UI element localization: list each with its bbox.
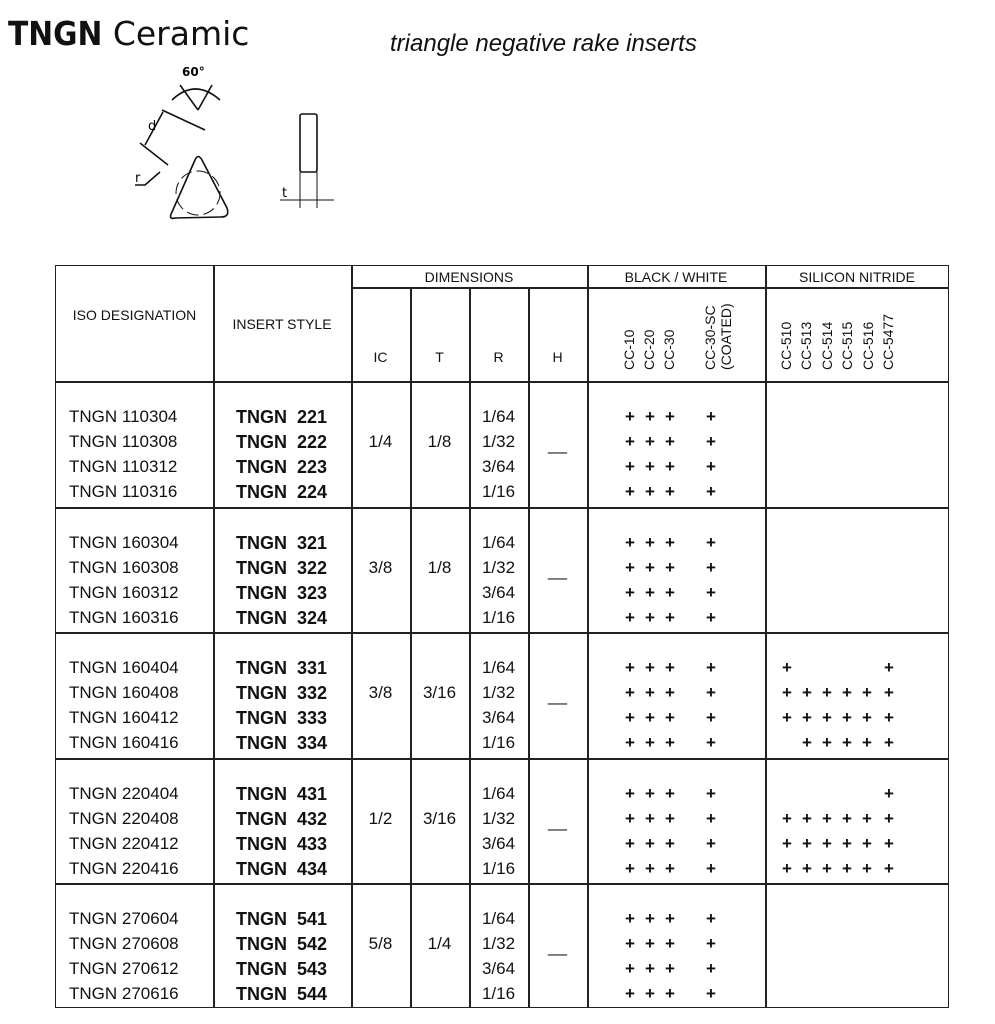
availability-mark: + [706, 532, 716, 552]
insert-style: TNGN 333 [236, 708, 328, 728]
availability-mark: + [625, 934, 635, 953]
r-value: 3/64 [481, 708, 516, 727]
r-value: 1/64 [481, 909, 516, 928]
availability-mark: + [645, 658, 655, 677]
insert-style: TNGN 332 [236, 683, 328, 703]
iso-designation: TNGN 220404 [69, 783, 179, 803]
iso-designation: TNGN 160408 [69, 683, 179, 702]
availability-mark: + [665, 658, 675, 677]
header-silicon-nitride: SILICON NITRIDE [799, 269, 915, 285]
h-value: __ [548, 435, 567, 454]
header-dimensions: DIMENSIONS [424, 269, 514, 285]
insert-style: TNGN 222 [236, 432, 328, 452]
availability-mark: + [625, 432, 635, 451]
page-title [8, 14, 249, 53]
title-bold: TNGN [8, 14, 103, 53]
availability-mark: + [645, 959, 655, 978]
availability-mark: + [665, 457, 675, 476]
subtitle: triangle negative rake inserts [390, 30, 697, 57]
header-t: T [435, 349, 444, 365]
availability-mark: + [625, 959, 635, 978]
h-value: __ [548, 686, 567, 705]
availability-mark: + [665, 432, 675, 451]
availability-mark: + [665, 833, 675, 853]
availability-mark: + [645, 984, 655, 1003]
r-value: 1/16 [481, 984, 516, 1003]
availability-mark: + [665, 783, 675, 803]
t-value: 3/16 [422, 683, 457, 702]
h-value: __ [548, 560, 567, 580]
iso-designation: TNGN 160316 [69, 607, 179, 627]
availability-mark: + [884, 733, 894, 752]
availability-mark: + [706, 708, 716, 727]
availability-mark: + [665, 959, 675, 978]
availability-mark: + [802, 833, 812, 853]
grade-cc10: CC-10 [621, 329, 637, 370]
availability-mark: + [665, 607, 675, 627]
availability-mark: + [706, 582, 716, 602]
d-label: d [148, 119, 157, 134]
availability-mark: + [842, 808, 852, 828]
insert-style: TNGN 221 [236, 407, 328, 427]
availability-mark: + [665, 858, 675, 878]
availability-mark: + [625, 984, 635, 1003]
header-style: INSERT STYLE [232, 316, 332, 332]
ic-value: 5/8 [368, 934, 393, 953]
availability-mark: + [706, 934, 716, 953]
iso-designation: TNGN 220412 [69, 833, 179, 853]
grade-cc516: CC-516 [860, 321, 876, 370]
availability-mark: + [706, 557, 716, 577]
availability-mark: + [802, 858, 812, 878]
r-label: r [135, 171, 141, 186]
availability-mark: + [862, 733, 872, 752]
availability-mark: + [665, 984, 675, 1003]
availability-mark: + [665, 683, 675, 702]
r-value: 3/64 [481, 457, 516, 476]
availability-mark: + [645, 858, 655, 878]
insert-style: TNGN 431 [236, 783, 328, 804]
availability-mark: + [862, 858, 872, 878]
angle-label: 60° [182, 65, 205, 79]
availability-mark: + [625, 858, 635, 878]
availability-mark: + [645, 482, 655, 501]
availability-mark: + [706, 959, 716, 978]
insert-style: TNGN 323 [236, 582, 328, 603]
availability-mark: + [706, 808, 716, 828]
insert-drawing [120, 60, 350, 220]
r-value: 3/64 [481, 959, 516, 978]
availability-mark: + [706, 432, 716, 451]
availability-mark: + [625, 683, 635, 702]
r-value: 1/32 [481, 683, 516, 702]
grade-cc30sc: CC-30-SC [702, 305, 718, 370]
grade-cc5477: CC-5477 [880, 313, 896, 370]
insert-style: TNGN 321 [236, 532, 328, 553]
iso-designation: TNGN 160304 [69, 532, 179, 552]
availability-mark: + [625, 557, 635, 577]
availability-mark: + [802, 808, 812, 828]
ic-value: 3/8 [368, 557, 393, 577]
insert-table [55, 265, 949, 1008]
availability-mark: + [706, 482, 716, 501]
availability-mark: + [706, 858, 716, 878]
iso-designation: TNGN 220408 [69, 808, 179, 828]
iso-designation: TNGN 110316 [69, 482, 178, 501]
availability-mark: + [862, 808, 872, 828]
availability-mark: + [782, 808, 792, 828]
iso-designation: TNGN 270608 [69, 934, 179, 953]
availability-mark: + [884, 833, 894, 853]
availability-mark: + [782, 708, 792, 727]
iso-designation: TNGN 270612 [69, 959, 179, 978]
availability-mark: + [625, 457, 635, 476]
availability-mark: + [884, 658, 894, 677]
availability-mark: + [706, 909, 716, 928]
iso-designation: TNGN 160416 [69, 733, 179, 752]
r-value: 1/64 [481, 407, 516, 426]
availability-mark: + [665, 733, 675, 752]
t-value: 1/8 [427, 432, 452, 451]
availability-mark: + [625, 407, 635, 426]
availability-mark: + [706, 783, 716, 803]
iso-designation: TNGN 110304 [69, 407, 178, 426]
availability-mark: + [782, 858, 792, 878]
availability-mark: + [782, 658, 792, 677]
header-iso: ISO DESIGNATION [72, 307, 197, 323]
availability-mark: + [665, 582, 675, 602]
insert-style: TNGN 434 [236, 858, 328, 879]
t-value: 1/4 [427, 934, 452, 953]
availability-mark: + [842, 708, 852, 727]
grade-cc514: CC-514 [819, 321, 835, 370]
r-value: 1/16 [481, 733, 516, 752]
availability-mark: + [645, 607, 655, 627]
r-value: 1/32 [481, 808, 516, 828]
header-ic: IC [373, 349, 388, 365]
iso-designation: TNGN 270616 [69, 984, 179, 1003]
availability-mark: + [645, 909, 655, 928]
insert-style: TNGN 543 [236, 959, 328, 979]
availability-mark: + [706, 984, 716, 1003]
availability-mark: + [665, 909, 675, 928]
grade-coated: (COATED) [718, 303, 734, 370]
grade-cc20: CC-20 [641, 329, 657, 370]
r-value: 1/64 [481, 532, 516, 552]
insert-style: TNGN 542 [236, 934, 328, 954]
availability-mark: + [842, 683, 852, 702]
insert-style: TNGN 223 [236, 457, 328, 477]
header-r: R [493, 349, 504, 365]
availability-mark: + [884, 708, 894, 727]
availability-mark: + [645, 407, 655, 426]
insert-style: TNGN 544 [236, 984, 328, 1004]
availability-mark: + [645, 833, 655, 853]
availability-mark: + [645, 532, 655, 552]
ic-value: 3/8 [368, 683, 393, 702]
availability-mark: + [782, 833, 792, 853]
availability-mark: + [884, 808, 894, 828]
availability-mark: + [706, 457, 716, 476]
availability-mark: + [706, 683, 716, 702]
iso-designation: TNGN 160312 [69, 582, 179, 602]
availability-mark: + [706, 833, 716, 853]
availability-mark: + [645, 934, 655, 953]
availability-mark: + [782, 683, 792, 702]
availability-mark: + [884, 858, 894, 878]
r-value: 1/64 [481, 658, 516, 677]
insert-style: TNGN 224 [236, 482, 328, 502]
availability-mark: + [706, 407, 716, 426]
availability-mark: + [625, 658, 635, 677]
availability-mark: + [645, 683, 655, 702]
availability-mark: + [645, 808, 655, 828]
availability-mark: + [842, 733, 852, 752]
header-black-white: BLACK / WHITE [624, 269, 728, 285]
h-value: __ [548, 811, 567, 831]
iso-designation: TNGN 110312 [69, 457, 178, 476]
availability-mark: + [822, 733, 832, 752]
header-h: H [552, 349, 563, 365]
availability-mark: + [665, 934, 675, 953]
insert-style: TNGN 432 [236, 808, 328, 829]
insert-style: TNGN 433 [236, 833, 328, 854]
r-value: 1/32 [481, 557, 516, 577]
grade-cc30: CC-30 [661, 329, 677, 370]
availability-mark: + [842, 858, 852, 878]
r-value: 3/64 [481, 582, 516, 602]
availability-mark: + [802, 733, 812, 752]
availability-mark: + [625, 808, 635, 828]
grade-cc515: CC-515 [839, 321, 855, 370]
availability-mark: + [862, 708, 872, 727]
availability-mark: + [822, 833, 832, 853]
availability-mark: + [645, 432, 655, 451]
availability-mark: + [625, 733, 635, 752]
r-value: 1/16 [481, 858, 516, 878]
insert-style: TNGN 322 [236, 557, 328, 578]
iso-designation: TNGN 160404 [69, 658, 179, 677]
availability-mark: + [625, 783, 635, 803]
insert-style: TNGN 334 [236, 733, 328, 753]
r-value: 1/16 [481, 482, 516, 501]
availability-mark: + [842, 833, 852, 853]
availability-mark: + [645, 457, 655, 476]
ic-value: 1/4 [368, 432, 393, 451]
availability-mark: + [625, 909, 635, 928]
availability-mark: + [665, 808, 675, 828]
r-value: 3/64 [481, 833, 516, 853]
availability-mark: + [665, 407, 675, 426]
availability-mark: + [625, 582, 635, 602]
t-value: 1/8 [427, 557, 452, 577]
availability-mark: + [645, 708, 655, 727]
availability-mark: + [802, 683, 812, 702]
availability-mark: + [802, 708, 812, 727]
r-value: 1/32 [481, 432, 516, 451]
availability-mark: + [625, 708, 635, 727]
availability-mark: + [625, 833, 635, 853]
availability-mark: + [862, 833, 872, 853]
t-label: t [282, 186, 288, 201]
availability-mark: + [665, 557, 675, 577]
availability-mark: + [625, 607, 635, 627]
availability-mark: + [706, 733, 716, 752]
availability-mark: + [862, 683, 872, 702]
grade-cc513: CC-513 [798, 321, 814, 370]
availability-mark: + [884, 783, 894, 803]
availability-mark: + [645, 783, 655, 803]
availability-mark: + [706, 607, 716, 627]
r-value: 1/64 [481, 783, 516, 803]
availability-mark: + [822, 808, 832, 828]
availability-mark: + [822, 858, 832, 878]
h-value: __ [548, 937, 567, 956]
iso-designation: TNGN 270604 [69, 909, 179, 928]
insert-style: TNGN 331 [236, 658, 328, 678]
insert-style: TNGN 324 [236, 607, 328, 628]
availability-mark: + [822, 708, 832, 727]
insert-style: TNGN 541 [236, 909, 328, 929]
availability-mark: + [884, 683, 894, 702]
ic-value: 1/2 [368, 808, 393, 828]
availability-mark: + [625, 532, 635, 552]
iso-designation: TNGN 160412 [69, 708, 179, 727]
availability-mark: + [665, 708, 675, 727]
availability-mark: + [625, 482, 635, 501]
iso-designation: TNGN 220416 [69, 858, 179, 878]
grade-cc510: CC-510 [778, 321, 794, 370]
title-rest: Ceramic [112, 14, 250, 53]
availability-mark: + [665, 482, 675, 501]
availability-mark: + [665, 532, 675, 552]
iso-designation: TNGN 160308 [69, 557, 179, 577]
r-value: 1/32 [481, 934, 516, 953]
t-value: 3/16 [422, 808, 457, 828]
iso-designation: TNGN 110308 [69, 432, 178, 451]
r-value: 1/16 [481, 607, 516, 627]
availability-mark: + [706, 658, 716, 677]
availability-mark: + [822, 683, 832, 702]
availability-mark: + [645, 733, 655, 752]
availability-mark: + [645, 557, 655, 577]
availability-mark: + [645, 582, 655, 602]
